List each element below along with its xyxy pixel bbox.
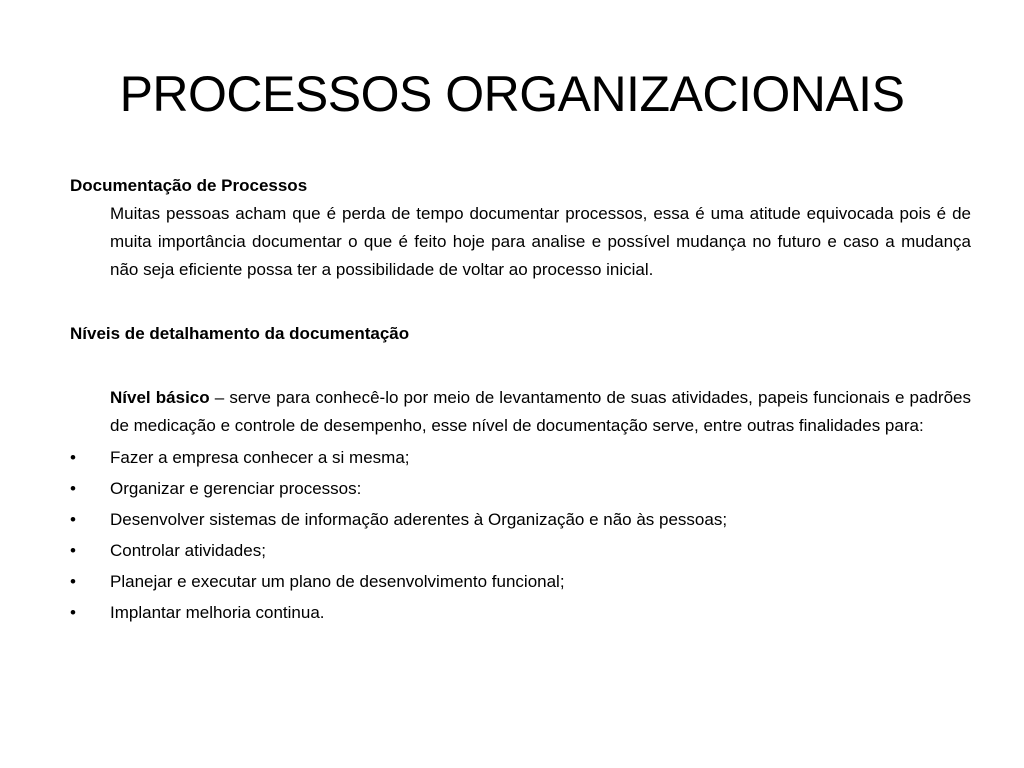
bullet-icon: • — [70, 603, 76, 622]
list-item-text: Planejar e executar um plano de desenvolvimento funcional; — [110, 572, 565, 591]
list-item — [70, 444, 971, 472]
bullet-icon: • — [70, 541, 76, 560]
list-item — [70, 599, 971, 627]
list-item — [70, 537, 971, 565]
bullet-icon: • — [70, 448, 76, 467]
slide-content — [70, 172, 971, 630]
list-item — [70, 506, 971, 534]
nivel-basico-text: – serve para conhecê-lo por meio de levantamento de suas atividades, papeis funcionais e padrões de medicação e controle de desempenho, esse nível de documentação serve, entre outras finalidades para: — [110, 388, 971, 435]
list-item — [70, 568, 971, 596]
list-item-text: Desenvolver sistemas de informação aderentes à Organização e não às pessoas; — [110, 510, 728, 529]
list-item-text: Implantar melhoria continua. — [110, 603, 325, 622]
bullet-icon: • — [70, 479, 76, 498]
section-heading-documentacao: Documentação de Processos — [70, 176, 308, 195]
section-heading-niveis: Níveis de detalhamento da documentação — [70, 324, 410, 343]
list-item-text: Fazer a empresa conhecer a si mesma; — [110, 448, 410, 467]
list-item — [70, 475, 971, 503]
bullet-list — [70, 444, 971, 627]
list-item-text: Controlar atividades; — [110, 541, 266, 560]
bullet-icon: • — [70, 572, 76, 591]
section-paragraph-nivel-basico — [110, 384, 971, 440]
bullet-icon: • — [70, 510, 76, 529]
slide-title: PROCESSOS ORGANIZACIONAIS — [119, 66, 905, 122]
nivel-basico-label: Nível básico — [110, 388, 210, 407]
list-item-text: Organizar e gerenciar processos: — [110, 479, 362, 498]
section-paragraph-documentacao: Muitas pessoas acham que é perda de tempo documentar processos, essa é uma atitude equivocada pois é de muita importância documentar o que é feito hoje para analise e possível mudança no futuro e caso a mudança não seja eficiente possa ter a possibilidade de voltar ao processo inicial. — [110, 204, 971, 279]
